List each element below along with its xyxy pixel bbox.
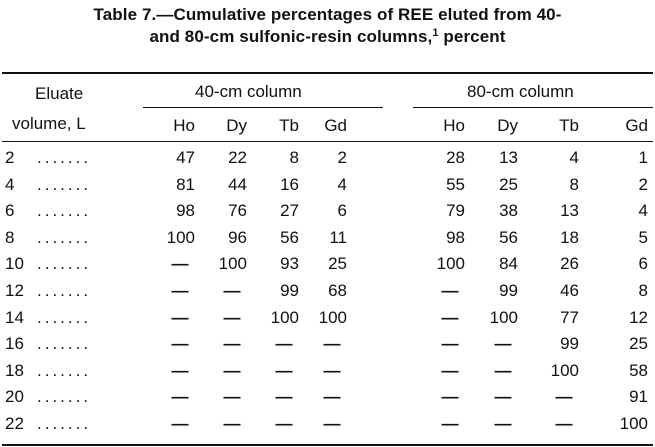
row-leader-dots: ....... [37,148,92,167]
cell-dy-80: — [494,361,512,380]
row-leader-dots: ....... [37,361,92,380]
cell-ho-40: — [171,254,189,273]
table-title-line1: Table 7.—Cumulative percentages of REE eluted from 40- [93,5,562,24]
cell-gd-80: 4 [638,201,648,220]
table-title-line2-tail: percent [438,27,506,46]
row-leader-dots: ....... [37,228,92,247]
cell-ho-40: — [171,387,189,406]
row-leader-dots: ....... [37,414,92,433]
cell-tb-40: 27 [280,201,299,220]
cell-gd-80: 91 [629,387,648,406]
cell-dy-80: 84 [499,254,518,273]
row-leader-dots: ....... [37,308,92,327]
cell-ho-80: — [441,308,459,327]
group80-rule [413,107,653,108]
cell-ho-80: 100 [436,254,465,273]
cell-tb-40: 8 [289,148,299,167]
cell-ho-80: — [441,414,459,433]
cell-tb-40: 16 [280,175,299,194]
row-leader-dots: ....... [37,201,92,220]
row-leader-dots: ....... [37,334,92,353]
row-volume: 4 [5,175,15,194]
cell-tb-80: — [555,414,573,433]
table-title-line2-text: and 80-cm sulfonic-resin columns, [149,27,433,46]
row-volume: 2 [5,148,15,167]
row-leader-dots: ....... [37,281,92,300]
cell-ho-40: — [171,334,189,353]
row-volume: 8 [5,228,15,247]
cell-ho-80: — [441,387,459,406]
cell-ho-40: — [171,308,189,327]
row-volume: 6 [5,201,15,220]
header-col-gd-80: Gd [625,116,648,135]
cell-dy-40: 22 [228,148,247,167]
cell-dy-40: 76 [228,201,247,220]
cell-tb-40: — [275,361,293,380]
cell-dy-80: 99 [499,281,518,300]
cell-dy-80: — [494,414,512,433]
cell-gd-80: 2 [638,175,648,194]
row-leader-dots: ....... [37,175,92,194]
cell-gd-40: 68 [328,281,347,300]
cell-ho-40: — [171,361,189,380]
header-col-ho-40: Ho [173,116,195,135]
header-col-tb-80: Tb [559,116,579,135]
cell-dy-80: 38 [499,201,518,220]
row-volume: 14 [5,308,24,327]
cell-gd-80: 5 [638,228,648,247]
cell-tb-80: 77 [560,308,579,327]
top-rule [2,72,653,74]
bottom-rule [2,444,653,446]
cell-tb-40: 100 [270,308,299,327]
cell-ho-40: — [171,414,189,433]
cell-ho-80: 28 [446,148,465,167]
cell-ho-40: 81 [176,175,195,194]
cell-gd-40: 100 [318,308,347,327]
cell-tb-80: 13 [560,201,579,220]
cell-gd-40: — [323,361,341,380]
cell-ho-80: 55 [446,175,465,194]
header-col-dy-80: Dy [497,116,518,135]
cell-ho-40: 47 [176,148,195,167]
cell-gd-40: — [323,334,341,353]
cell-ho-80: 79 [446,201,465,220]
cell-tb-40: — [275,334,293,353]
row-volume: 18 [5,361,24,380]
cell-gd-40: 25 [328,254,347,273]
row-volume: 16 [5,334,24,353]
group40-rule [143,107,383,108]
header-eluate-line1: Eluate [35,84,84,103]
cell-ho-80: — [441,281,459,300]
cell-dy-80: 13 [499,148,518,167]
header-col-gd-40: Gd [324,116,347,135]
cell-tb-40: — [275,387,293,406]
cell-gd-40: — [323,414,341,433]
cell-dy-40: 44 [228,175,247,194]
cell-gd-80: 1 [638,148,648,167]
cell-gd-40: 4 [337,175,347,194]
cell-tb-80: — [555,387,573,406]
header-group-80cm: 80-cm column [467,82,574,101]
cell-dy-40: — [223,281,241,300]
cell-dy-40: — [223,334,241,353]
row-volume: 20 [5,387,24,406]
cell-ho-40: 98 [176,201,195,220]
cell-gd-80: 12 [629,308,648,327]
cell-gd-40: — [323,387,341,406]
header-eluate-line2: volume, L [12,114,86,133]
cell-ho-80: — [441,334,459,353]
cell-dy-40: 96 [228,228,247,247]
row-volume: 22 [5,414,24,433]
cell-tb-80: 18 [560,228,579,247]
cell-tb-40: — [275,414,293,433]
cell-ho-80: 98 [446,228,465,247]
cell-dy-80: 25 [499,175,518,194]
cell-dy-80: — [494,387,512,406]
cell-gd-80: 8 [638,281,648,300]
cell-ho-40: — [171,281,189,300]
cell-tb-80: 26 [560,254,579,273]
row-leader-dots: ....... [37,387,92,406]
cell-gd-80: 6 [638,254,648,273]
cell-dy-40: — [223,361,241,380]
table-title-line2 [0,26,655,48]
cell-dy-40: — [223,414,241,433]
cell-dy-80: — [494,334,512,353]
cell-tb-80: 8 [569,175,579,194]
header-group-40cm: 40-cm column [195,82,302,101]
cell-gd-80: 100 [619,414,648,433]
cell-gd-40: 2 [337,148,347,167]
cell-tb-40: 93 [280,254,299,273]
cell-tb-80: 100 [550,361,579,380]
row-leader-dots: ....... [37,254,92,273]
cell-gd-40: 11 [329,228,347,247]
cell-tb-40: 99 [280,281,299,300]
cell-dy-40: — [223,308,241,327]
header-col-dy-40: Dy [226,116,247,135]
row-volume: 12 [5,281,24,300]
cell-gd-80: 25 [629,334,648,353]
header-bottom-rule [2,141,653,142]
header-col-ho-80: Ho [443,116,465,135]
cell-dy-40: — [223,387,241,406]
cell-gd-40: 6 [337,201,347,220]
cell-dy-80: 100 [489,308,518,327]
header-col-tb-40: Tb [279,116,299,135]
cell-ho-80: — [441,361,459,380]
cell-tb-80: 99 [560,334,579,353]
cell-dy-40: 100 [218,254,247,273]
cell-ho-40: 100 [166,228,195,247]
cell-tb-80: 4 [569,148,579,167]
cell-gd-80: 58 [629,361,648,380]
cell-dy-80: 56 [499,228,518,247]
cell-tb-40: 56 [280,228,299,247]
cell-tb-80: 46 [560,281,579,300]
row-volume: 10 [5,254,24,273]
footnote-mark: 1 [432,27,439,39]
